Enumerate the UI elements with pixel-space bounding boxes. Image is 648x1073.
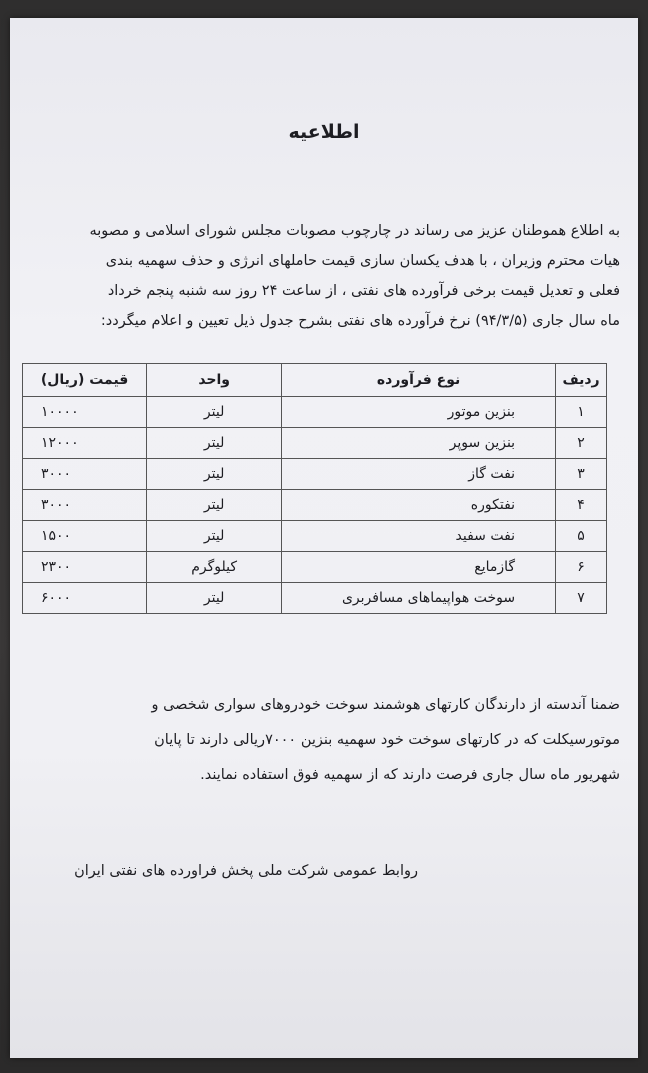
notice-title: اطلاعیه [288, 121, 360, 143]
price-table [22, 363, 607, 614]
cell-price: ۱۰۰۰۰ [23, 397, 147, 428]
cell-price: ۱۲۰۰۰ [23, 428, 147, 459]
table-header-row [23, 364, 607, 397]
intro-line: هیات محترم وزیران ، با هدف یکسان سازی قیمت حاملهای انرژی و حذف سهمیه بندی [105, 253, 620, 269]
cell-product: نفتکوره [282, 490, 556, 521]
table-row [23, 521, 607, 552]
cell-unit: لیتر [147, 583, 282, 614]
cell-product: سوخت هواپیماهای مسافربری [282, 583, 556, 614]
cell-price: ۱۵۰۰ [23, 521, 147, 552]
cell-product: نفت سفید [282, 521, 556, 552]
cell-unit: لیتر [147, 521, 282, 552]
cell-price: ۳۰۰۰ [23, 490, 147, 521]
cell-row-number: ۳ [556, 459, 607, 490]
table-row [23, 552, 607, 583]
cell-price: ۲۳۰۰ [23, 552, 147, 583]
header-row-number: ردیف [556, 364, 607, 397]
cell-row-number: ۶ [556, 552, 607, 583]
header-unit: واحد [147, 364, 282, 397]
cell-product: بنزین سوپر [282, 428, 556, 459]
cell-unit: لیتر [147, 428, 282, 459]
cell-unit: کیلوگرم [147, 552, 282, 583]
table-row [23, 428, 607, 459]
notice-paper [10, 18, 638, 1058]
table-row [23, 583, 607, 614]
cell-product: گازمایع [282, 552, 556, 583]
header-price: قیمت (ریال) [23, 364, 147, 397]
cell-row-number: ۵ [556, 521, 607, 552]
table-row [23, 490, 607, 521]
cell-unit: لیتر [147, 490, 282, 521]
table-row [23, 397, 607, 428]
table-row [23, 459, 607, 490]
intro-line: ماه سال جاری (۹۴/۳/۵) نرخ فرآورده های نفتی بشرح جدول ذیل تعیین و اعلام میگردد: [100, 313, 620, 329]
cell-unit: لیتر [147, 397, 282, 428]
cell-row-number: ۲ [556, 428, 607, 459]
intro-line: به اطلاع هموطنان عزیز می رساند در چارچوب مصوبات مجلس شورای اسلامی و مصوبه [89, 223, 620, 239]
header-product: نوع فرآورده [282, 364, 556, 397]
cell-price: ۶۰۰۰ [23, 583, 147, 614]
note-line: ضمنا آندسته از دارندگان کارتهای هوشمند سوخت خودروهای سواری شخصی و [151, 697, 620, 713]
note-line: شهریور ماه سال جاری فرصت دارند که از سهمیه فوق استفاده نمایند. [200, 767, 620, 783]
note-line: موتورسیکلت که در کارتهای سوخت خود سهمیه بنزین ۷۰۰۰ریالی دارند تا پایان [154, 732, 620, 748]
cell-price: ۳۰۰۰ [23, 459, 147, 490]
cell-row-number: ۷ [556, 583, 607, 614]
intro-line: فعلی و تعدیل قیمت برخی فرآورده های نفتی ، از ساعت ۲۴ روز سه شنبه پنجم خرداد [107, 283, 620, 299]
cell-row-number: ۱ [556, 397, 607, 428]
cell-product: بنزین موتور [282, 397, 556, 428]
cell-product: نفت گاز [282, 459, 556, 490]
intro-paragraph [30, 216, 620, 336]
note-paragraph [30, 688, 620, 793]
cell-row-number: ۴ [556, 490, 607, 521]
signature: روابط عمومی شرکت ملی پخش فراورده های نفتی ایران [74, 863, 418, 879]
cell-unit: لیتر [147, 459, 282, 490]
